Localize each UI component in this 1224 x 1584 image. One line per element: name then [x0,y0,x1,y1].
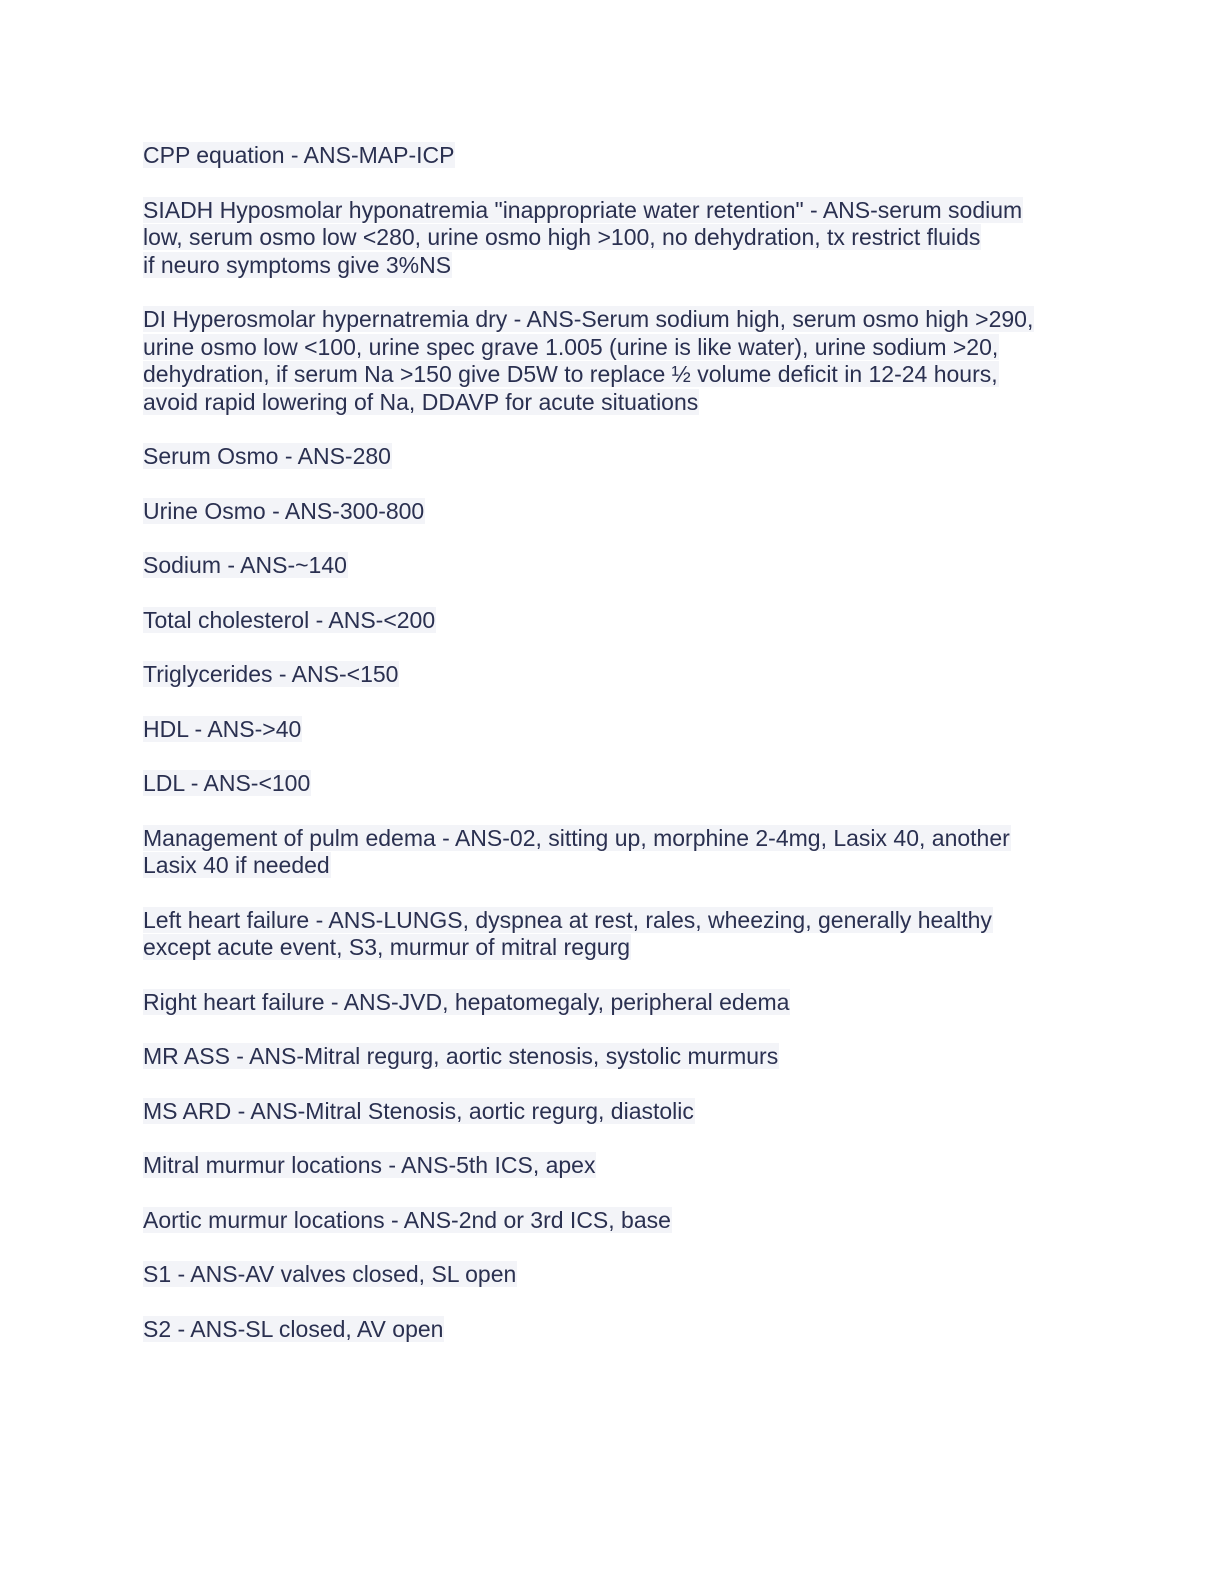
entry-line: Serum Osmo - ANS-280 [143,443,391,469]
entry-hdl [143,716,1083,744]
entry-ldl [143,770,1083,798]
entry-line: except acute event, S3, murmur of mitral regurg [143,934,631,960]
entry-line: dehydration, if serum Na >150 give D5W to replace ½ volume deficit in 12-24 hours, [143,361,998,387]
entry-pulm-edema [143,825,1083,880]
flashcard-list [143,142,1083,1370]
entry-line: avoid rapid lowering of Na, DDAVP for acute situations [143,388,699,415]
entry-line: DI Hyperosmolar hypernatremia dry - ANS-Serum sodium high, serum osmo high >290, [143,306,1034,332]
entry-mr-ass [143,1043,1083,1071]
entry-cpp-equation [143,142,1083,170]
entry-line: SIADH Hyposmolar hyponatremia "inappropriate water retention" - ANS-serum sodium [143,196,1023,223]
entry-mitral-murmur-locations [143,1152,1083,1180]
entry-s2 [143,1316,1083,1344]
entry-line: Management of pulm edema - ANS-02, sitting up, morphine 2-4mg, Lasix 40, another [143,824,1010,851]
entry-line: Mitral murmur locations - ANS-5th ICS, apex [143,1152,596,1178]
entry-ms-ard [143,1098,1083,1126]
entry-s1 [143,1261,1083,1289]
entry-aortic-murmur-locations [143,1207,1083,1235]
entry-line: Lasix 40 if needed [143,852,330,878]
entry-triglycerides [143,661,1083,689]
entry-line: Aortic murmur locations - ANS-2nd or 3rd ICS, base [143,1206,671,1233]
entry-di [143,306,1083,416]
entry-siadh [143,197,1083,280]
entry-line: urine osmo low <100, urine spec grave 1.005 (urine is like water), urine sodium >20, [143,333,999,360]
entry-line: MR ASS - ANS-Mitral regurg, aortic stenosis, systolic murmurs [143,1043,779,1069]
entry-line: HDL - ANS->40 [143,715,302,742]
entry-sodium [143,552,1083,580]
entry-urine-osmo [143,498,1083,526]
entry-line: S2 - ANS-SL closed, AV open [143,1315,444,1342]
entry-line: Total cholesterol - ANS-<200 [143,606,436,633]
entry-total-cholesterol [143,607,1083,635]
entry-line: LDL - ANS-<100 [143,770,311,796]
entry-line: if neuro symptoms give 3%NS [143,251,452,278]
entry-line: Triglycerides - ANS-<150 [143,661,399,687]
entry-line: low, serum osmo low <280, urine osmo high >100, no dehydration, tx restrict fluids [143,224,981,250]
entry-line: S1 - ANS-AV valves closed, SL open [143,1261,517,1287]
entry-line: CPP equation - ANS-MAP-ICP [143,142,455,168]
entry-line: Urine Osmo - ANS-300-800 [143,497,425,524]
entry-line: Sodium - ANS-~140 [143,552,347,578]
entry-line: Left heart failure - ANS-LUNGS, dyspnea at rest, rales, wheezing, generally healthy [143,906,992,933]
entry-line: MS ARD - ANS-Mitral Stenosis, aortic regurg, diastolic [143,1097,694,1124]
entry-line: Right heart failure - ANS-JVD, hepatomegaly, peripheral edema [143,988,790,1015]
entry-left-heart-failure [143,907,1083,962]
entry-right-heart-failure [143,989,1083,1017]
entry-serum-osmo [143,443,1083,471]
